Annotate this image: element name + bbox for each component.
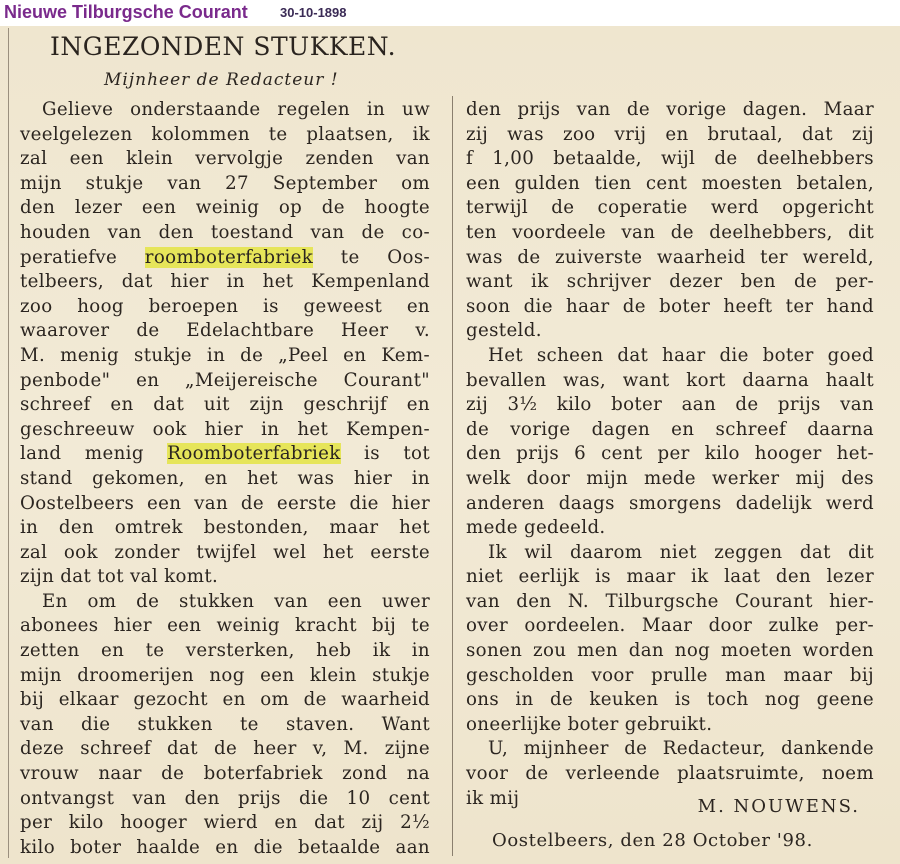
text-line: den prijs van de vorige dagen. Maar [466, 99, 874, 120]
clipping-header [0, 0, 900, 26]
text-line: ontvangst van den prijs die 10 cent [20, 787, 430, 809]
text-line: Gelieve onderstaande regelen in uw [42, 99, 430, 120]
text-line: Het scheen dat haar die boter goed [488, 344, 874, 366]
line-text-before: peratiefve [20, 246, 145, 268]
text-line: den prijs 6 cent per kilo hooger het- [466, 443, 874, 465]
text-line: per kilo hooger wierd en dat zij 2½ [20, 812, 430, 834]
text-line: de vorige dagen en schreef daarna [466, 418, 874, 440]
line-text-before: land menig [20, 443, 168, 465]
line-text-after: is tot [340, 443, 430, 465]
text-line: Oostelbeers een van de eerste die hier [20, 492, 430, 514]
text-line: in den omtrek bestonden, maar het [20, 517, 430, 539]
text-line: van den N. Tilburgsche Courant hier- [466, 590, 874, 612]
text-line: mijn stukje van 27 September om [20, 172, 430, 194]
text-line: ik mij [466, 787, 520, 809]
text-line [20, 246, 430, 271]
text-line: soon die haar de boter heeft ter hand [466, 295, 874, 317]
text-line: veelgelezen kolommen te plaatsen, ik [20, 123, 430, 145]
text-line: bij elkaar gezocht en om de waarheid [20, 689, 430, 711]
text-line: geschreeuw ook hier in het Kempen- [20, 418, 430, 440]
text-line: kilo boter haalde en die betaalde aan [20, 836, 430, 858]
text-line: Ik wil daarom niet zeggen dat dit [488, 541, 874, 563]
text-line: over oordeelen. Maar door zulke per- [466, 615, 874, 637]
text-line: anderen daags smorgens dadelijk werd [466, 492, 874, 514]
text-line: terwijl de coperatie werd opgericht [466, 197, 874, 219]
text-line: stand gekomen, en het was hier in [20, 467, 430, 489]
article-title: INGEZONDEN STUKKEN. [50, 32, 397, 61]
left-column [20, 98, 430, 860]
text-line: een gulden tien cent moesten betalen, [466, 172, 874, 194]
right-column [466, 98, 874, 811]
text-line: ten voordeele van de deelhebbers, dit [466, 221, 874, 243]
highlighted-term: Roomboterfabriek [167, 443, 341, 465]
text-line: En om de stukken van een uwer [42, 590, 430, 612]
text-line: zoo hoog beroepen is geweest en [20, 295, 430, 317]
column-divider [452, 96, 453, 856]
text-line: zij was zoo vrij en brutaal, dat zij [466, 123, 874, 145]
text-line: zal een klein vervolgje zenden van [20, 148, 430, 170]
text-line: den lezer een weinig op de hoogte [20, 197, 430, 219]
newspaper-name: Nieuwe Tilburgsche Courant [4, 2, 248, 22]
text-line [20, 442, 430, 467]
text-line: welk door mijn mede werker mij des [466, 467, 874, 489]
text-line: niet eerlijk is maar ik laat den lezer [466, 566, 874, 588]
text-line: telbeers, dat hier in het Kempenland [20, 271, 430, 293]
text-line: ons in de keuken is toch nog geene [466, 689, 874, 711]
text-line: oneerlijke boter gebruikt. [466, 713, 713, 735]
left-border-rule [8, 28, 9, 858]
text-line: gescholden voor prulle man maar bij [466, 664, 874, 686]
salutation: Mijnheer de Redacteur ! [104, 70, 339, 90]
signature: M. NOUWENS. [697, 796, 860, 817]
text-line: gesteld. [466, 320, 542, 342]
text-line: schreef en dat uit zijn geschrijf en [20, 394, 430, 416]
highlighted-term: roomboterfabriek [144, 246, 314, 268]
text-line: voor de verleende plaatsruimte, noem [466, 763, 874, 785]
publication-date: 30-10-1898 [280, 5, 347, 20]
text-line: mede gedeeld. [466, 517, 606, 539]
text-line: abonees hier een weinig kracht bij te [20, 615, 430, 637]
text-line: zal ook zonder twijfel wel het eerste [20, 541, 430, 563]
text-line: van die stukken te staven. Want [20, 713, 430, 735]
text-line: deze schreef dat de heer v, M. zijne [20, 738, 430, 760]
text-line: f 1,00 betaalde, wijl de deelhebbers [466, 148, 874, 170]
text-line: mijn droomerijen nog een klein stukje [20, 664, 430, 686]
text-line: waarover de Edelachtbare Heer v. [20, 320, 430, 342]
text-line: vrouw naar de boterfabriek zond na [20, 763, 430, 785]
text-line: sonen zou men dan nog moeten worden [466, 640, 874, 662]
text-line: was de zuiverste waarheid ter wereld, [466, 246, 874, 268]
text-line: zij 3½ kilo boter aan de prijs van [466, 394, 874, 416]
text-line: zijn dat tot val komt. [20, 566, 219, 588]
text-line: U, mijnheer de Redacteur, dankende [488, 738, 874, 760]
text-line: penbode" en „Meijereische Courant" [20, 369, 430, 391]
text-line: want ik schrijver dezer ben de per- [466, 271, 874, 293]
place-and-date: Oostelbeers, den 28 October '98. [492, 830, 813, 851]
text-line: M. menig stukje in de „Peel en Kem- [20, 344, 430, 366]
line-text-after: te Oos- [313, 246, 430, 268]
text-line: bevallen was, want kort daarna haalt [466, 369, 874, 391]
text-line: houden van den toestand van de co- [20, 221, 430, 243]
text-line: zetten en te versterken, heb ik in [20, 640, 430, 662]
